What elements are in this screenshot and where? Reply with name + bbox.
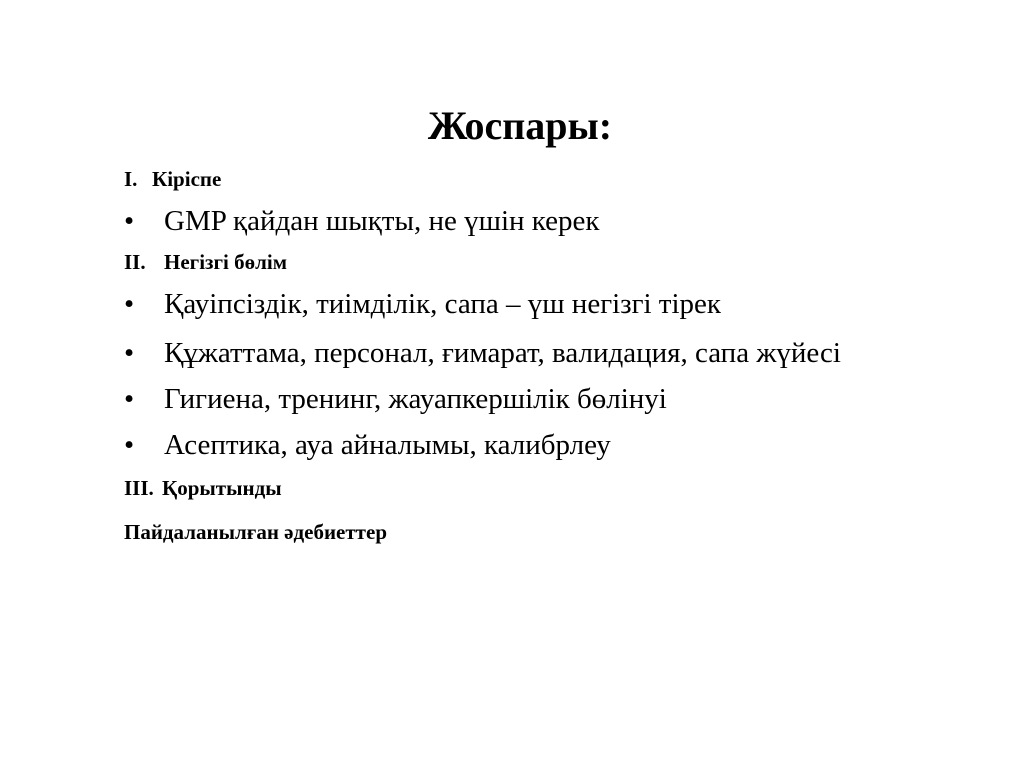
bullet-text: Қауіпсіздік, тиімділік, сапа – үш негізгі тірек (164, 288, 721, 320)
section-main-part (124, 249, 287, 275)
bullet-item (124, 335, 841, 371)
bullet-icon: • (124, 429, 135, 461)
bullet-item (124, 286, 721, 322)
section-conclusion (124, 475, 282, 501)
bullet-item (124, 203, 599, 239)
bullet-text: Құжаттама, персонал, ғимарат, валидация, сапа жүйесі (164, 337, 841, 369)
section-introduction (124, 166, 221, 192)
bullet-text: GMP қайдан шықты, не үшін керек (164, 205, 600, 237)
bullet-icon: • (124, 288, 135, 320)
bullet-icon: • (124, 337, 135, 369)
bullet-text: Гигиена, тренинг, жауапкершілік бөлінуі (164, 383, 667, 415)
section-label: Қорытынды (162, 476, 282, 500)
bullet-icon: • (124, 383, 135, 415)
section-label: Кіріспе (152, 167, 222, 191)
section-label: Негізгі бөлім (164, 250, 288, 274)
bullet-text: Асептика, ауа айналымы, калибрлеу (164, 429, 611, 461)
section-number: III. (124, 476, 154, 500)
bullet-icon: • (124, 205, 135, 237)
references-heading: Пайдаланылған әдебиеттер (124, 520, 388, 544)
section-number: II. (124, 250, 146, 274)
slide-title: Жоспары: (427, 103, 613, 148)
section-number: I. (124, 167, 138, 191)
bullet-item (124, 381, 667, 417)
bullet-item (124, 427, 611, 463)
